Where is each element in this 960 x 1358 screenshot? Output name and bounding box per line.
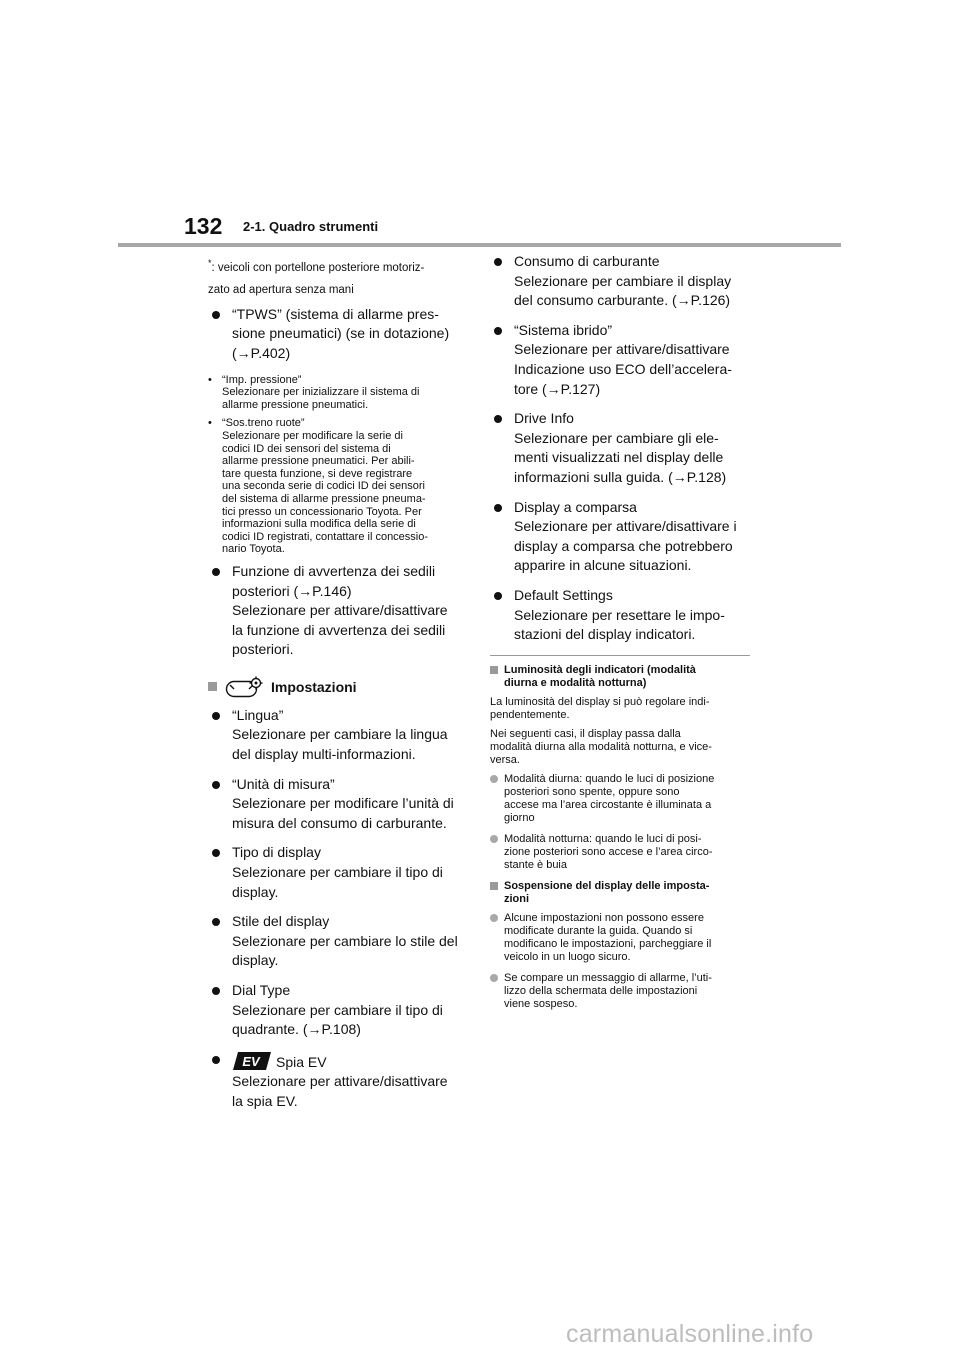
bullet-line: zione posteriori sono accese e l’area circo- bbox=[504, 845, 713, 858]
item-line: “Sistema ibrido” bbox=[514, 321, 613, 338]
item-line: del display multi-informazioni. bbox=[232, 746, 416, 763]
item-line: Indicazione uso ECO dell’accelera- bbox=[514, 360, 732, 377]
para-line: Nei seguenti casi, il display passa dalla bbox=[490, 727, 681, 740]
right-column bbox=[490, 252, 752, 1019]
item-line: posteriori (→P.146) bbox=[232, 582, 352, 599]
header-rule bbox=[118, 243, 841, 247]
bullet-dot bbox=[212, 918, 220, 926]
bullet-dot bbox=[494, 504, 502, 512]
watermark: carmanualsonline.info bbox=[566, 1320, 814, 1348]
square-bullet bbox=[208, 682, 217, 691]
sub-item-sos-treno bbox=[208, 417, 470, 556]
item-line: Display a comparsa bbox=[514, 498, 637, 515]
settings-heading-label: Impostazioni bbox=[271, 678, 357, 695]
item-line: display a comparsa che potrebbero bbox=[514, 537, 733, 554]
ev-icon-text: EV bbox=[242, 1053, 260, 1069]
item-line: Selezionare per resettare le impo- bbox=[514, 606, 725, 623]
footnote-line: : veicoli con portellone posteriore motoriz- bbox=[211, 261, 425, 274]
sub-line: tare questa funzione, si deve registrare bbox=[222, 467, 413, 480]
sub-item-imp-pressione bbox=[208, 374, 470, 412]
item-line: Selezionare per cambiare il display bbox=[514, 272, 732, 289]
luminosity-paragraph bbox=[490, 696, 752, 722]
heading-line: diurna e modalità notturna) bbox=[504, 676, 647, 689]
list-item-spia-ev bbox=[208, 1050, 470, 1112]
sub-line: Selezionare per modificare la serie di bbox=[222, 429, 403, 442]
para-line: modalità diurna alla modalità notturna, e vice- bbox=[490, 740, 712, 753]
item-line: “Lingua” bbox=[232, 706, 284, 723]
sub-line: informazioni sulla modifica della serie di bbox=[222, 518, 416, 531]
item-line: posteriori. bbox=[232, 641, 294, 658]
bullet-dot bbox=[212, 781, 220, 789]
sub-line: codici ID registrati, contattare il concessio- bbox=[222, 530, 429, 543]
bullet-line: stante è buia bbox=[504, 858, 567, 871]
footnote-mark: * bbox=[208, 258, 212, 268]
list-item-default-settings bbox=[490, 586, 752, 645]
item-line: quadrante. (→P.108) bbox=[232, 1021, 361, 1038]
item-line: menti visualizzati nel display delle bbox=[514, 449, 724, 466]
item-line: Selezionare per cambiare gli ele- bbox=[514, 429, 719, 446]
bullet-dot bbox=[212, 712, 220, 720]
list-item-drive-info bbox=[490, 409, 752, 487]
list-item-sistema-ibrido bbox=[490, 321, 752, 399]
bullet-line: viene sospeso. bbox=[504, 997, 578, 1010]
heading-line: Luminosità degli indicatori (modalità bbox=[504, 663, 696, 676]
item-line: stazioni del display indicatori. bbox=[514, 626, 696, 643]
item-line: “Unità di misura” bbox=[232, 775, 335, 792]
settings-gauge-icon bbox=[225, 676, 265, 698]
item-line: Dial Type bbox=[232, 982, 291, 999]
footnote bbox=[208, 252, 470, 301]
circle-bullet bbox=[490, 775, 498, 783]
sub-line: Selezionare per inizializzare il sistema di bbox=[222, 386, 420, 399]
ev-title: Spia EV bbox=[276, 1053, 327, 1070]
item-line: sione pneumatici) (se in dotazione) bbox=[232, 325, 450, 342]
para-line: versa. bbox=[490, 753, 520, 766]
luminosity-bullet-day bbox=[490, 773, 752, 825]
footnote-line: zato ad apertura senza mani bbox=[208, 283, 354, 296]
item-line: la spia EV. bbox=[232, 1092, 298, 1109]
luminosity-bullet-night bbox=[490, 833, 752, 872]
item-line: Selezionare per modificare l’unità di bbox=[232, 795, 454, 812]
suspension-heading bbox=[490, 880, 752, 906]
section-title: 2-1. Quadro strumenti bbox=[243, 219, 379, 234]
para-line: pendentemente. bbox=[490, 708, 570, 721]
luminosity-heading bbox=[490, 664, 752, 690]
sub-line: allarme pressione pneumatici. Per abili- bbox=[222, 455, 415, 468]
sub-line: tici presso un concessionario Toyota. Per bbox=[222, 505, 422, 518]
bullet-line: modificano le impostazioni, parcheggiare il bbox=[504, 937, 712, 950]
item-line: Selezionare per cambiare la lingua bbox=[232, 726, 448, 743]
item-line: tore (→P.127) bbox=[514, 380, 601, 397]
sub-line: “Sos.treno ruote” bbox=[222, 417, 305, 430]
item-line: Funzione di avvertenza dei sedili bbox=[232, 562, 436, 579]
item-line: Selezionare per cambiare il tipo di bbox=[232, 1001, 443, 1018]
item-line: Selezionare per cambiare lo stile del bbox=[232, 932, 458, 949]
bullet-line: Se compare un messaggio di allarme, l’uti- bbox=[504, 971, 712, 984]
bullet-line: Alcune impostazioni non possono essere bbox=[504, 911, 704, 924]
list-item-consumo bbox=[490, 252, 752, 311]
item-line: Stile del display bbox=[232, 913, 330, 930]
bullet-dot bbox=[494, 415, 502, 423]
section-divider bbox=[490, 655, 750, 656]
bullet-line: veicolo in un luogo sicuro. bbox=[504, 950, 631, 963]
circle-bullet bbox=[490, 914, 498, 922]
page-number: 132 bbox=[184, 213, 223, 239]
bullet-line: Modalità diurna: quando le luci di posizione bbox=[504, 772, 715, 785]
item-line: del consumo carburante. (→P.126) bbox=[514, 292, 731, 309]
item-line: “TPWS” (sistema di allarme pres- bbox=[232, 305, 439, 322]
item-line: display. bbox=[232, 952, 279, 969]
item-line: (→P.402) bbox=[232, 345, 291, 362]
sub-line: una seconda serie di codici ID dei sensori bbox=[222, 480, 426, 493]
item-line: Consumo di carburante bbox=[514, 253, 660, 269]
item-line: Default Settings bbox=[514, 586, 613, 603]
bullet-dot bbox=[212, 1056, 220, 1064]
bullet-dot bbox=[212, 568, 220, 576]
bullet-dot bbox=[212, 311, 220, 319]
sub-bullet: • bbox=[208, 373, 212, 386]
item-line bbox=[232, 1050, 470, 1073]
list-item-lingua bbox=[208, 706, 470, 765]
bullet-line: posteriori sono spente, oppure sono bbox=[504, 785, 680, 798]
sub-line: allarme pressione pneumatici. bbox=[222, 398, 369, 411]
list-item-stile-display bbox=[208, 912, 470, 971]
bullet-line: modificate durante la guida. Quando si bbox=[504, 924, 693, 937]
sub-line: codici ID dei sensori del sistema di bbox=[222, 442, 391, 455]
sub-bullet: • bbox=[208, 417, 212, 430]
item-line: Selezionare per attivare/disattivare bbox=[232, 602, 448, 619]
list-item-dial-type bbox=[208, 981, 470, 1040]
settings-heading bbox=[208, 676, 470, 698]
bullet-dot bbox=[212, 849, 220, 857]
heading-line: Sospensione del display delle imposta- bbox=[504, 879, 710, 892]
bullet-dot bbox=[494, 258, 502, 266]
ev-indicator-icon bbox=[232, 1050, 272, 1072]
item-line: Selezionare per attivare/disattivare bbox=[232, 1073, 448, 1090]
para-line: La luminosità del display si può regolare indi- bbox=[490, 695, 710, 708]
suspension-bullet-driving bbox=[490, 912, 752, 964]
sub-line: del sistema di allarme pressione pneuma- bbox=[222, 492, 426, 505]
item-line: Selezionare per attivare/disattivare i bbox=[514, 518, 737, 535]
list-item-display-comparsa bbox=[490, 498, 752, 576]
sub-line: nario Toyota. bbox=[222, 543, 285, 556]
left-column bbox=[208, 252, 470, 1122]
bullet-dot bbox=[494, 592, 502, 600]
list-item-rear-seat bbox=[208, 562, 470, 660]
heading-line: zioni bbox=[504, 892, 530, 905]
square-bullet bbox=[490, 882, 498, 890]
sub-line: “Imp. pressione” bbox=[222, 373, 302, 386]
circle-bullet bbox=[490, 835, 498, 843]
suspension-bullet-warning bbox=[490, 972, 752, 1011]
bullet-dot bbox=[494, 327, 502, 335]
list-item-tpws bbox=[208, 305, 470, 364]
item-line: apparire in alcune situazioni. bbox=[514, 557, 692, 574]
bullet-line: lizzo della schermata delle impostazioni bbox=[504, 984, 698, 997]
luminosity-paragraph bbox=[490, 728, 752, 767]
bullet-line: Modalità notturna: quando le luci di posi- bbox=[504, 832, 702, 845]
item-line: Drive Info bbox=[514, 410, 574, 427]
bullet-line: accese ma l’area circostante è illuminata a bbox=[504, 798, 712, 811]
item-line: la funzione di avvertenza dei sedili bbox=[232, 621, 446, 638]
list-item-unita bbox=[208, 775, 470, 834]
item-line: Selezionare per cambiare il tipo di bbox=[232, 864, 443, 881]
item-line: Tipo di display bbox=[232, 844, 321, 861]
item-line: Selezionare per attivare/disattivare bbox=[514, 341, 730, 358]
item-line: display. bbox=[232, 883, 279, 900]
square-bullet bbox=[490, 666, 498, 674]
item-line: informazioni sulla guida. (→P.128) bbox=[514, 468, 727, 485]
bullet-line: giorno bbox=[504, 811, 535, 824]
list-item-tipo-display bbox=[208, 843, 470, 902]
bullet-dot bbox=[212, 987, 220, 995]
item-line: misura del consumo di carburante. bbox=[232, 814, 447, 831]
circle-bullet bbox=[490, 974, 498, 982]
